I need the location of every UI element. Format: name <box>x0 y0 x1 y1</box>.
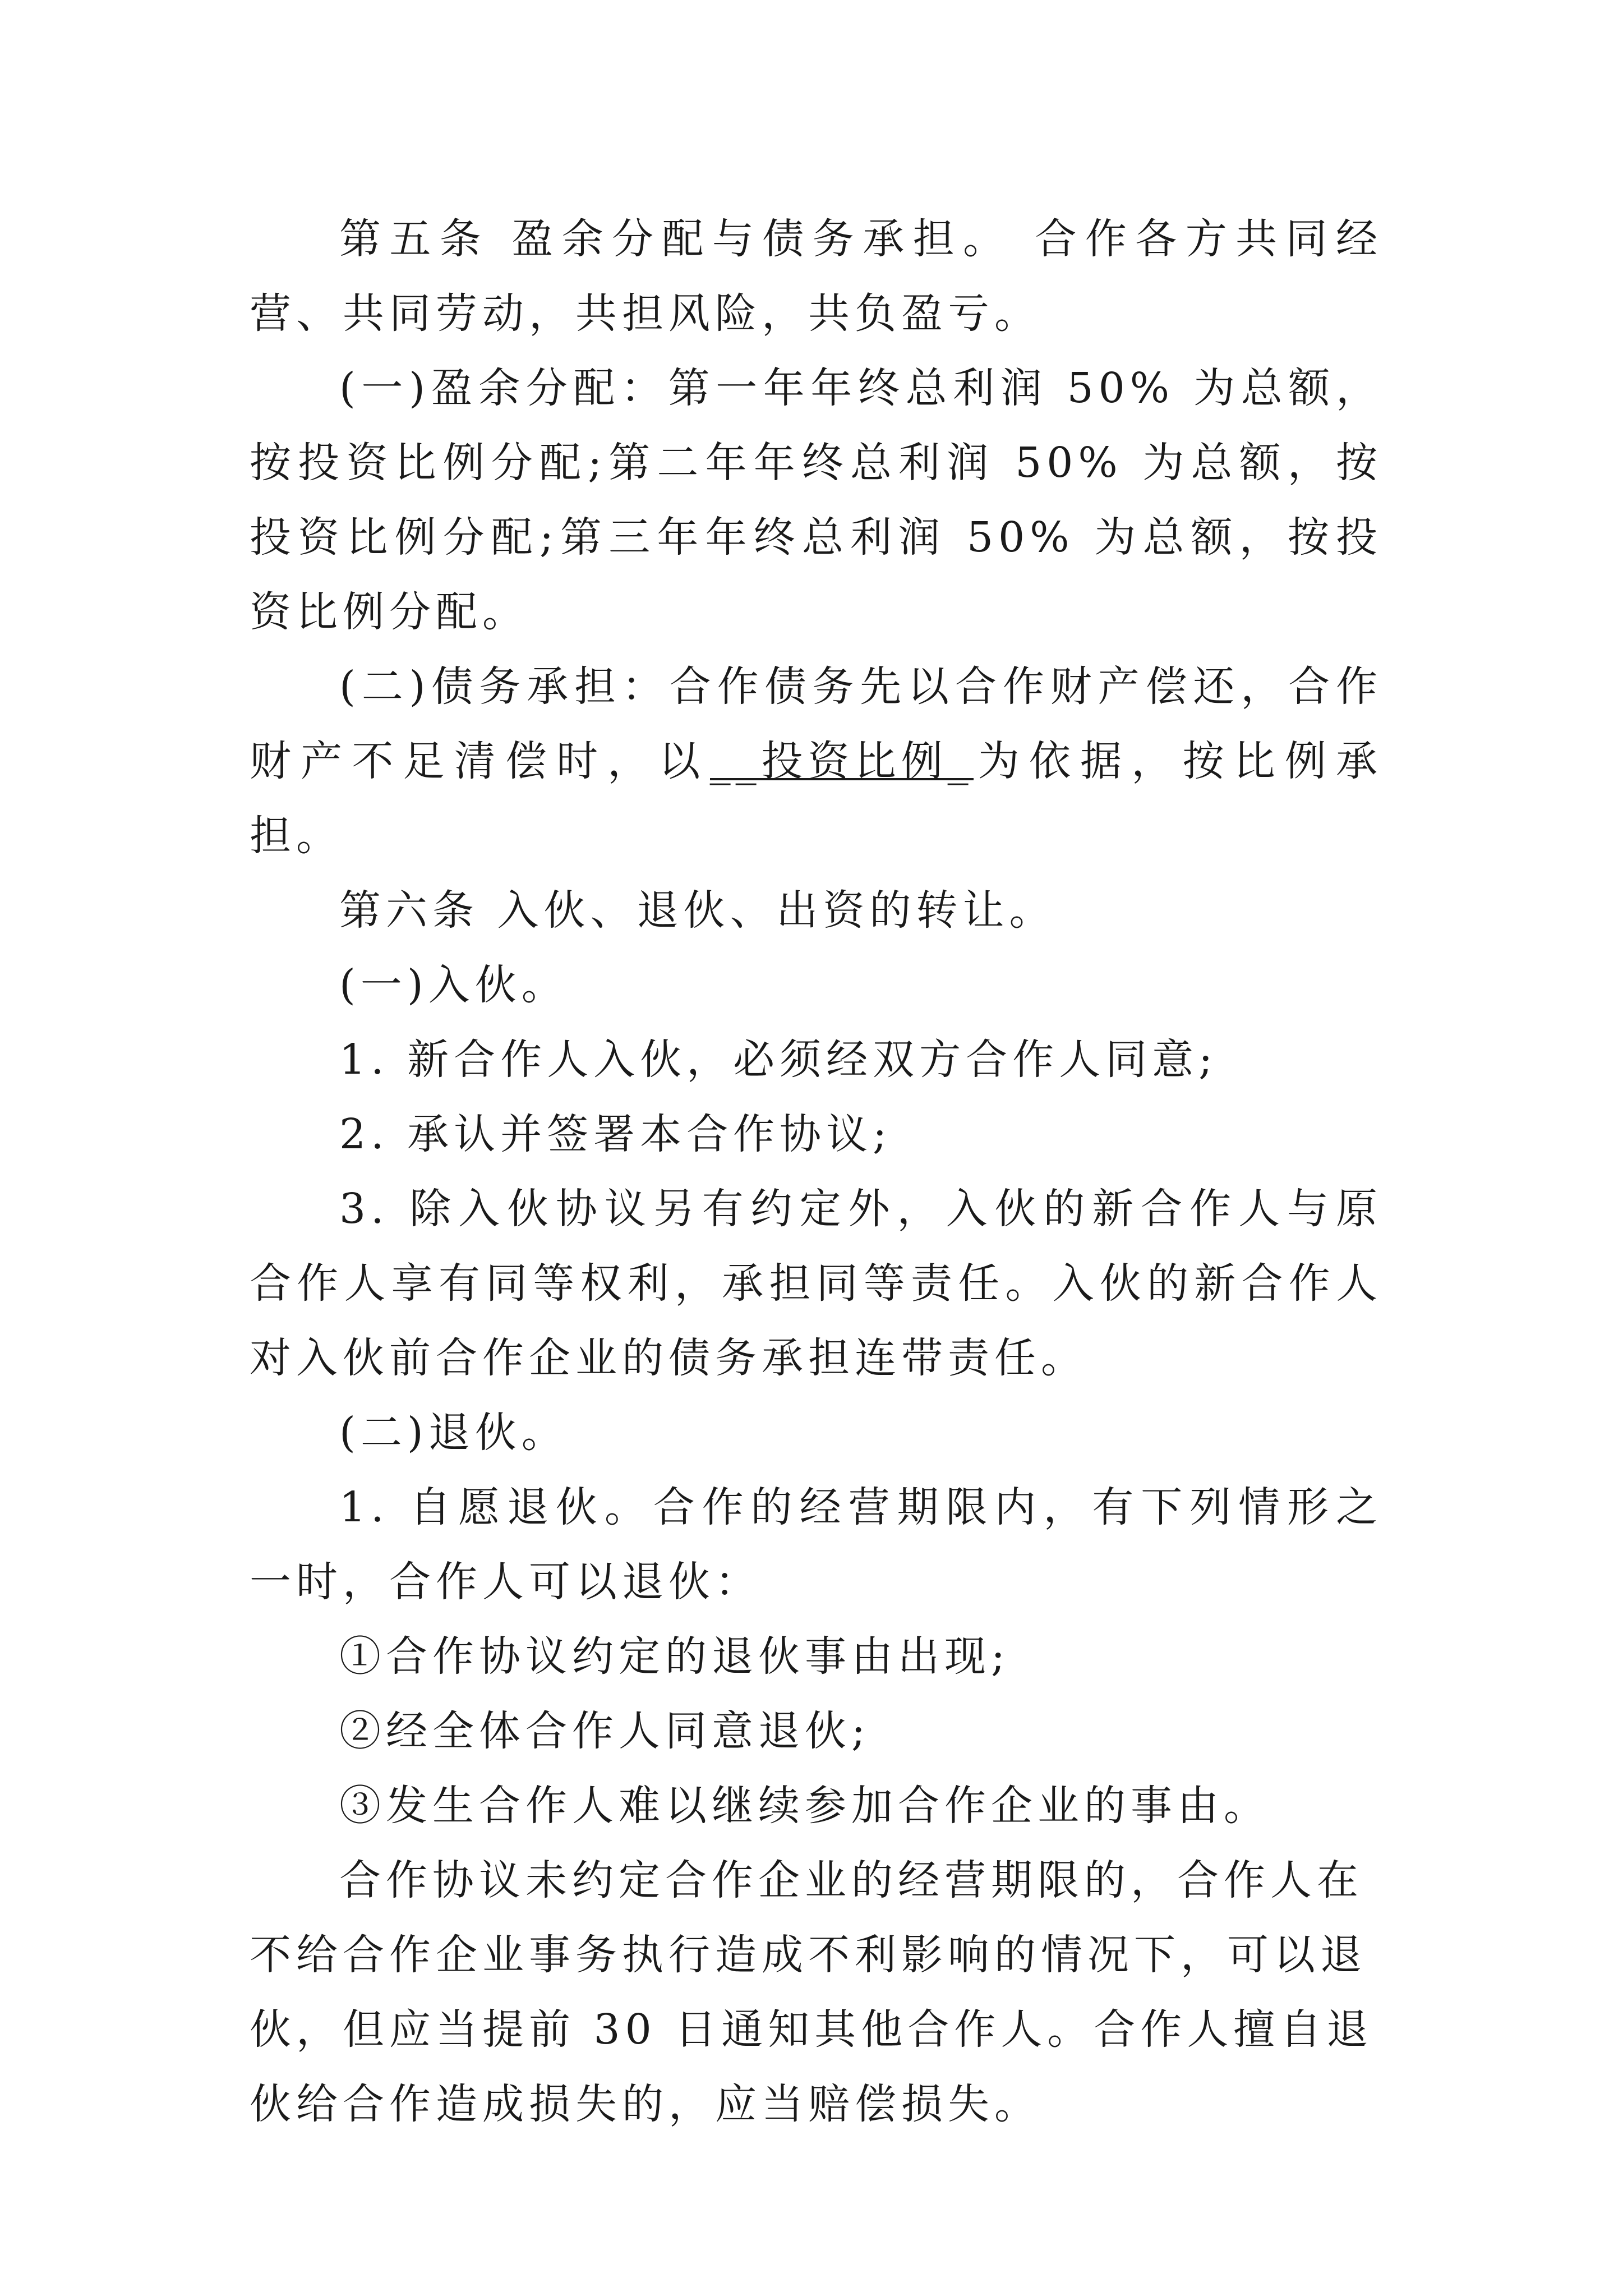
debt-bearing-text-before: (二)债务承担：合作债务先以合作财产偿还，合作财产不足清偿时，以 <box>250 662 1382 785</box>
fill-in-blank-investment-ratio: __投资比例_ <box>709 737 974 785</box>
admission-heading: (一)入伙。 <box>339 961 568 1009</box>
admission-item-1: 1. 新合作人入伙，必须经双方合作人同意; <box>339 1036 1218 1084</box>
admission-item-3: 3. 除入伙协议另有约定外，入伙的新合作人与原合作人享有同等权利，承担同等责任。入伙的新合作人对入伙前合作企业的债务承担连带责任。 <box>250 1185 1382 1382</box>
withdrawal-notice-paragraph: 合作协议未约定合作企业的经营期限的，合作人在不给合作企业事务执行造成不利影响的情况下，可以退伙，但应当提前 30 日通知其他合作人。合作人擅自退伙给合作造成损失的，应当赔偿损失。 <box>250 1856 1373 2128</box>
article-6-heading-paragraph: 第六条 入伙、退伙、出资的转让。 <box>339 886 1056 935</box>
withdrawal-item-1: 1. 自愿退伙。合作的经营期限内，有下列情形之一时，合作人可以退伙： <box>250 1483 1382 1606</box>
withdrawal-condition-3: ③发生合作人难以继续参加合作企业的事由。 <box>339 1782 1270 1830</box>
withdrawal-condition-2: ②经全体合作人同意退伙; <box>339 1707 870 1755</box>
withdrawal-condition-1: ①合作协议约定的退伙事由出现; <box>339 1632 1010 1681</box>
surplus-distribution-paragraph: (一)盈余分配：第一年年终总利润 50% 为总额，按投资比例分配;第二年年终总利润 50% 为总额，按投资比例分配;第三年年终总利润 50% 为总额，按投资比例分配。 <box>250 364 1382 636</box>
withdrawal-heading: (二)退伙。 <box>339 1409 568 1457</box>
admission-item-2: 2. 承认并签署本合作协议; <box>339 1110 892 1158</box>
debt-bearing-text-after: 为依据，按比例承担。 <box>250 737 1383 860</box>
document-body <box>250 202 1382 2142</box>
article-5-heading-paragraph: 第五条 盈余分配与债务承担。 合作各方共同经营、共同劳动，共担风险，共负盈亏。 <box>250 215 1382 338</box>
debt-bearing-paragraph <box>250 650 1382 873</box>
